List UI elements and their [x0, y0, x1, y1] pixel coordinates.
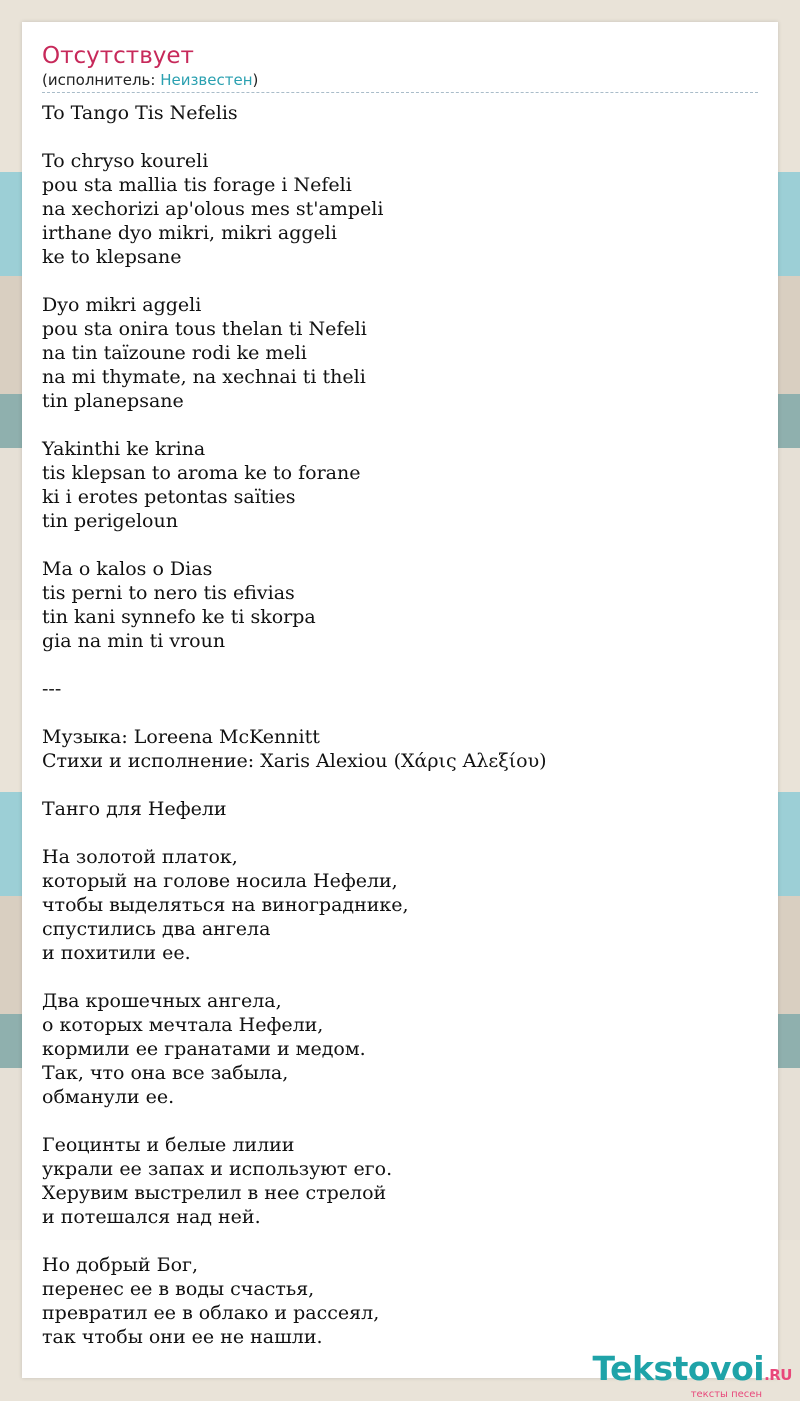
lyric-line: Геоцинты и белые лилии — [42, 1134, 295, 1156]
lyrics-card — [22, 22, 778, 1378]
song-title: Отсутствует — [42, 43, 194, 69]
lyric-line: pou sta mallia tis forage i Nefeli — [42, 174, 352, 196]
lyric-blank-line — [42, 773, 758, 797]
lyric-line: tis perni to nero tis efivias — [42, 582, 295, 604]
lyric-line: спустились два ангела — [42, 918, 271, 940]
lyric-line: tis klepsan to aroma ke to forane — [42, 462, 361, 484]
lyric-line: na xechorizi ap'olous mes st'ampeli — [42, 198, 384, 220]
lyric-line: перенес ее в воды счастья, — [42, 1278, 315, 1300]
lyric-line: На золотой платок, — [42, 846, 238, 868]
lyric-blank-line — [42, 1229, 758, 1253]
lyric-blank-line — [42, 533, 758, 557]
lyric-line: и похитили ее. — [42, 942, 191, 964]
lyric-blank-line — [42, 965, 758, 989]
lyric-line: и потешался над ней. — [42, 1206, 261, 1228]
lyric-blank-line — [42, 701, 758, 725]
lyric-line: Yakinthi ke krina — [42, 438, 206, 460]
logo-wordmark — [592, 1349, 792, 1392]
lyric-line: tin kani synnefo ke ti skorpa — [42, 606, 316, 628]
lyric-line: pou sta onira tous thelan ti Nefeli — [42, 318, 367, 340]
lyric-line: кормили ее гранатами и медом. — [42, 1038, 366, 1060]
lyric-line: gia na min ti vroun — [42, 630, 226, 652]
logo-name: Tekstovoi — [592, 1349, 765, 1388]
lyric-line: Но добрый Бог, — [42, 1254, 199, 1276]
lyric-line: Так, что она все забыла, — [42, 1062, 289, 1084]
lyric-line: так чтобы они ее не нашли. — [42, 1326, 323, 1348]
lyric-line: превратил ее в облако и рассеял, — [42, 1302, 380, 1324]
logo-tld: .RU — [764, 1366, 792, 1384]
lyric-blank-line — [42, 653, 758, 677]
lyric-line: который на голове носила Нефели, — [42, 870, 398, 892]
logo-tagline: тексты песен — [690, 1389, 762, 1400]
lyric-blank-line — [42, 125, 758, 149]
lyric-line: ki i erotes petontas saïties — [42, 486, 296, 508]
artist-prefix: (исполнитель: — [42, 71, 161, 89]
artist-line — [42, 70, 758, 90]
lyric-blank-line — [42, 821, 758, 845]
artist-suffix: ) — [252, 71, 259, 89]
lyric-line: Dyo mikri aggeli — [42, 294, 202, 316]
lyric-line: о которых мечтала Нефели, — [42, 1014, 324, 1036]
lyric-line: украли ее запах и используют его. — [42, 1158, 393, 1180]
lyric-line: обманули ее. — [42, 1086, 175, 1108]
lyric-line: Херувим выстрелил в нее стрелой — [42, 1182, 387, 1204]
lyric-line: Стихи и исполнение: Xaris Alexiou (Χάρις Αλεξίου) — [42, 750, 547, 772]
site-logo[interactable] — [592, 1349, 792, 1400]
lyric-line: To Tango Tis Nefelis — [42, 102, 238, 124]
lyric-line: irthane dyo mikri, mikri aggeli — [42, 222, 337, 244]
lyric-line: ke to klepsane — [42, 246, 182, 268]
song-header — [42, 42, 758, 93]
lyric-line: Музыка: Loreena McKennitt — [42, 726, 320, 748]
lyric-line: na tin taïzoune rodi ke meli — [42, 342, 307, 364]
lyric-line: tin perigeloun — [42, 510, 178, 532]
lyric-blank-line — [42, 413, 758, 437]
lyric-line: Два крошечных ангела, — [42, 990, 282, 1012]
lyric-blank-line — [42, 1109, 758, 1133]
lyric-line: tin planepsane — [42, 390, 184, 412]
lyric-blank-line — [42, 269, 758, 293]
lyric-line: na mi thymate, na xechnai ti theli — [42, 366, 366, 388]
artist-link[interactable]: Неизвестен — [160, 71, 253, 89]
lyric-line: Ma o kalos o Dias — [42, 558, 213, 580]
lyric-line: To chryso koureli — [42, 150, 209, 172]
lyrics-body — [42, 101, 758, 1349]
lyric-line: Танго для Нефели — [42, 798, 227, 820]
lyric-line: --- — [42, 678, 62, 700]
lyric-line: чтобы выделяться на винограднике, — [42, 894, 409, 916]
